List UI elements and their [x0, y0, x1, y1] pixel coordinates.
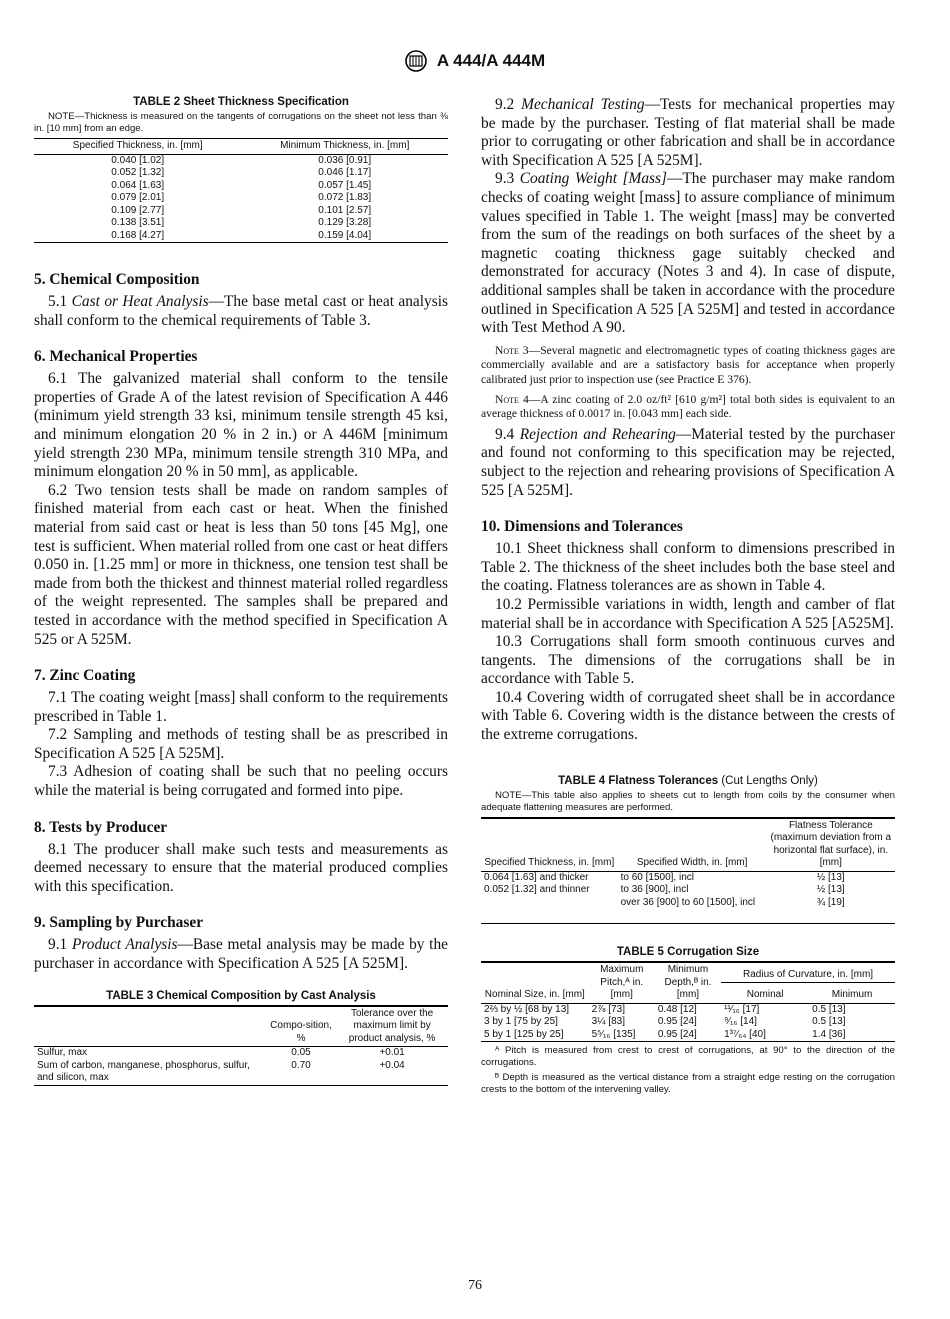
- table-cell: 0.064 [1.63] and thicker: [484, 871, 589, 883]
- paragraph-text: —The base metal cast or heat analysis shall conform to the chemical requirements of Table 3.: [34, 293, 448, 329]
- table-cell: 0.95 [24]: [655, 1029, 721, 1042]
- table-cell: +0.04: [336, 1060, 448, 1086]
- table-5: [481, 946, 895, 1096]
- note-4: [481, 393, 895, 422]
- table-4-caption-subtitle: (Cut Lengths Only): [718, 774, 818, 787]
- table-5-header: Minimum Depth,ᴮ in. [mm]: [655, 962, 721, 1003]
- table-cell: 0.036 [0.91]: [318, 154, 372, 166]
- table-5-header: Nominal Size, in. [mm]: [481, 962, 589, 1003]
- table-5-caption: TABLE 5 Corrugation Size: [616, 946, 760, 959]
- table-row: [34, 154, 448, 167]
- paragraph: [34, 936, 448, 973]
- table-cell: 0.052 [1.32]: [111, 167, 165, 178]
- table-4-grid: [481, 817, 895, 925]
- paragraph: 10.4 Covering width of corrugated sheet shall be in accordance with Table 6. Covering width is the distance between the crests of the extreme corrugations.: [481, 688, 895, 744]
- table-cell: to 36 [900], incl: [620, 884, 689, 896]
- table-cell: over 36 [900] to 60 [1500], incl: [618, 897, 767, 924]
- left-column: [34, 96, 448, 1086]
- table-cell: 0.129 [3.28]: [318, 217, 372, 228]
- table-row: [34, 230, 448, 243]
- paragraph: 6.2 Two tension tests shall be made on random samples of finished material from each cast or heat. When the finished material from said cast or heat is less than 50 tons [45 Mg], one test is sufficient. When material rolled from one cast or heat differs 0.050 in. [1.25 mm] or more in thickness, one tension test shall be made from both the thickest and thinnest material rolled regardless of the weight represented. The samples shall be prepared and tested in accordance with the method specified in Specification A 525 or A 525M.: [34, 481, 448, 648]
- table-cell: 3¼ [83]: [591, 1016, 625, 1028]
- table-cell: 0.48 [12]: [657, 1003, 697, 1015]
- table-2-grid: [34, 138, 448, 243]
- note-text: —Several magnetic and electromagnetic types of coating thickness gages are commercially available and are a satisfactory basis for acceptance when properly calibrated just prior to inspection use (see Practice E 376).: [481, 343, 895, 386]
- table-3-header: [34, 1006, 266, 1047]
- table-5-header: Radius of Curvature, in. [mm]: [721, 962, 895, 983]
- paragraph: 8.1 The producer shall make such tests and measurements as deemed necessary to ensure that the material produced complies with this specification.: [34, 840, 448, 895]
- table-cell: 3 by 1 [75 by 25]: [484, 1016, 558, 1028]
- paragraph-text: —Base metal analysis may be made by the purchaser in accordance with Specification A 525 [A 525M].: [34, 936, 448, 973]
- table-cell: ½ [13]: [816, 884, 845, 896]
- table-5-subheader: Nominal: [721, 983, 809, 1003]
- table-row: [481, 871, 895, 884]
- table-cell: 0.168 [4.27]: [34, 230, 241, 243]
- table-4: [481, 775, 895, 925]
- table-cell: 0.109 [2.77]: [111, 204, 165, 216]
- table-3-caption: TABLE 3 Chemical Composition by Cast Analysis: [106, 989, 376, 1002]
- table-2-header: Minimum Thickness, in. [mm]: [241, 139, 448, 155]
- section-heading: 10. Dimensions and Tolerances: [481, 518, 683, 536]
- table-4-caption: [481, 775, 895, 787]
- table-4-caption-title: TABLE 4 Flatness Tolerances: [558, 774, 719, 787]
- table-cell: 0.95 [24]: [657, 1016, 697, 1028]
- paragraph-text: —The purchaser may make random checks of coating weight [mass] to assure compliance of minimum values specified in Table 1. The weight [mass] may be converted from the sum of the readings on both surfaces of the sheet by a magnetic coating thickness gage suitably checked and demonstrated for accuracy (Notes 3 and 4). In case of dispute, additional samples shall be taken in accordance with the procedure outlined in Specification A 525 [A 525M] and tested in accordance with Test Method A 90.: [481, 170, 895, 337]
- paragraph-text: —Tests for mechanical properties may be made by the purchaser. Testing of flat material shall be made prior to corrugating or other fabrication and shall be in accordance with Specification A 525 [A 525M].: [481, 96, 895, 169]
- table-cell: 0.138 [3.51]: [111, 217, 165, 228]
- table-3-header: Tolerance over the maximum limit by product analysis, %: [336, 1006, 448, 1047]
- table-cell: 2⅔ by ½ [68 by 13]: [484, 1003, 570, 1015]
- table-cell: 2⅞ [73]: [591, 1003, 625, 1015]
- paragraph-number: 9.1: [48, 936, 68, 954]
- paragraph: [481, 426, 895, 500]
- table-4-header: Specified Width, in. [mm]: [618, 818, 767, 872]
- paragraph: 6.1 The galvanized material shall conform to the tensile properties of Grade A of the latest revision of Specification A 446 (minimum yield strength 33 ksi, minimum tensile strength 45 ksi, and minimum elongation 20 % in 2 in.) or A 446M [minimum yield strength 230 MPa, minimum tensile strength 310 MPa, and minimum elongation 20 % in 50 mm], as applicable.: [34, 370, 448, 481]
- paragraph: 7.3 Adhesion of coating shall be such that no peeling occurs while the material is being corrugated and formed into pipe.: [34, 763, 448, 800]
- table-5-footnote-b: ᴮ Depth is measured as the vertical distance from a straight edge resting on the corrugation crests to the bottom of the intervening valley.: [481, 1072, 895, 1096]
- page-header: [0, 50, 950, 72]
- section-heading: 9. Sampling by Purchaser: [34, 914, 204, 932]
- table-cell: 0.064 [1.63]: [111, 179, 165, 191]
- table-row: [34, 217, 448, 230]
- paragraph-title: Cast or Heat Analysis: [71, 293, 209, 310]
- note-label: Note 3: [495, 343, 529, 357]
- paragraph-number: 9.4: [495, 425, 515, 443]
- paragraph-title: Mechanical Testing: [521, 96, 645, 113]
- table-row: [481, 1029, 895, 1042]
- paragraph: 7.2 Sampling and methods of testing shall be as prescribed in Specification A 525 [A 525M].: [34, 726, 448, 762]
- paragraph: 10.3 Corrugations shall form smooth continuous curves and tangents. The dimensions of the corrugations shall be in accordance with Table 5.: [481, 633, 895, 688]
- table-3-grid: [34, 1005, 448, 1086]
- table-cell: 0.5 [13]: [812, 1003, 846, 1015]
- table-cell: 0.101 [2.57]: [318, 204, 372, 216]
- table-4-note: NOTE—This table also applies to sheets cut to length from coils by the consumer when adequate flattening measures are performed.: [481, 789, 895, 813]
- table-row: [481, 897, 895, 924]
- table-5-header: Maximum Pitch,ᴬ in. [mm]: [589, 962, 655, 1003]
- table-cell: 0.072 [1.83]: [318, 192, 372, 203]
- paragraph-number: 5.1: [48, 293, 68, 310]
- table-cell: ¾ [19]: [767, 897, 895, 924]
- note-3: [481, 344, 895, 387]
- paragraph-number: 9.3: [495, 170, 515, 188]
- table-cell: ⁹⁄₁₆ [14]: [724, 1016, 757, 1028]
- table-cell: Sum of carbon, manganese, phosphorus, sulfur, and silicon, max: [34, 1060, 266, 1086]
- table-cell: 0.040 [1.02]: [111, 154, 165, 166]
- table-3: [34, 990, 448, 1086]
- note-text: —A zinc coating of 2.0 oz/ft² [610 g/m²] total both sides is equivalent to an average thickness of 0.0017 in. [0.043 mm] each side.: [481, 392, 895, 421]
- section-heading: 7. Zinc Coating: [34, 667, 136, 685]
- astm-logo-icon: [405, 50, 427, 72]
- table-2-note: NOTE—Thickness is measured on the tangents of corrugations on the sheet not less than ⅜ in. [10 mm] from an edge.: [34, 111, 448, 134]
- table-cell: ½ [13]: [816, 871, 845, 883]
- table-cell: [481, 897, 618, 924]
- table-row: [34, 192, 448, 205]
- table-cell: 0.079 [2.01]: [111, 192, 165, 203]
- table-5-subheader: Minimum: [809, 983, 895, 1003]
- table-cell: to 60 [1500], incl: [620, 871, 694, 883]
- table-cell: 0.052 [1.32] and thinner: [484, 884, 590, 896]
- table-cell: 0.5 [13]: [812, 1016, 846, 1028]
- paragraph-title: Product Analysis: [71, 936, 178, 954]
- table-cell: 1³⁷⁄₆₄ [40]: [721, 1029, 809, 1042]
- table-cell: 5 by 1 [125 by 25]: [481, 1029, 589, 1042]
- table-row: [481, 884, 895, 897]
- section-heading: 6. Mechanical Properties: [34, 348, 198, 366]
- section-heading: 8. Tests by Producer: [34, 818, 168, 836]
- table-cell: 0.159 [4.04]: [241, 230, 448, 243]
- paragraph: 7.1 The coating weight [mass] shall conform to the requirements prescribed in Table 1.: [34, 689, 448, 725]
- table-row: [34, 1047, 448, 1060]
- note-label: Note 4: [495, 392, 529, 406]
- table-5-grid: [481, 961, 895, 1042]
- paragraph-title: Coating Weight [Mass]: [519, 170, 668, 188]
- paragraph: [481, 96, 895, 170]
- table-4-header: Flatness Tolerance (maximum deviation from a horizontal flat surface), in. [mm]: [767, 818, 895, 872]
- paragraph: [34, 293, 448, 330]
- standard-designation: A 444/A 444M: [436, 51, 546, 70]
- table-2-header: Specified Thickness, in. [mm]: [34, 139, 241, 155]
- table-cell: 5⁵⁄₁₆ [135]: [589, 1029, 655, 1042]
- table-cell: 0.70: [266, 1060, 336, 1086]
- section-heading: 5. Chemical Composition: [34, 271, 200, 288]
- table-2: [34, 96, 448, 243]
- table-cell: ¹¹⁄₁₆ [17]: [724, 1003, 760, 1015]
- table-row: [34, 205, 448, 218]
- table-row: [481, 1016, 895, 1029]
- paragraph-text: —Material tested by the purchaser and found not conforming to this specification may be rejected, subject to the rejection and rehearing provisions of Specification A 525 [A 525M].: [481, 425, 895, 499]
- table-5-footnote-a: ᴬ Pitch is measured from crest to crest of corrugations, at 90° to the direction of the corrugations.: [481, 1045, 895, 1069]
- table-2-caption: TABLE 2 Sheet Thickness Specification: [133, 96, 349, 108]
- table-cell: 1.4 [36]: [809, 1029, 895, 1042]
- table-row: [481, 1003, 895, 1016]
- table-cell: +0.01: [379, 1047, 405, 1059]
- table-row: [34, 1060, 448, 1086]
- table-3-header: Compo-sition, %: [266, 1006, 336, 1047]
- paragraph: [481, 170, 895, 337]
- table-row: [34, 180, 448, 193]
- table-cell: 0.046 [1.17]: [318, 167, 372, 178]
- page-number: 76: [468, 1278, 482, 1293]
- paragraph: 10.2 Permissible variations in width, length and camber of flat material shall be in accordance with Specification A 525 [A525M].: [481, 595, 895, 632]
- table-row: [34, 167, 448, 180]
- paragraph: 10.1 Sheet thickness shall conform to dimensions prescribed in Table 2. The thickness of the sheet includes both the base steel and the coating. Flatness tolerances are as shown in Table 4.: [481, 540, 895, 595]
- table-cell: 0.05: [291, 1047, 311, 1059]
- table-4-header: Specified Thickness, in. [mm]: [481, 818, 618, 872]
- table-cell: 0.057 [1.45]: [318, 179, 372, 191]
- table-cell: Sulfur, max: [37, 1047, 88, 1059]
- paragraph-title: Rejection and Rehearing: [519, 425, 676, 443]
- right-column: [481, 96, 895, 1096]
- paragraph-number: 9.2: [495, 96, 515, 113]
